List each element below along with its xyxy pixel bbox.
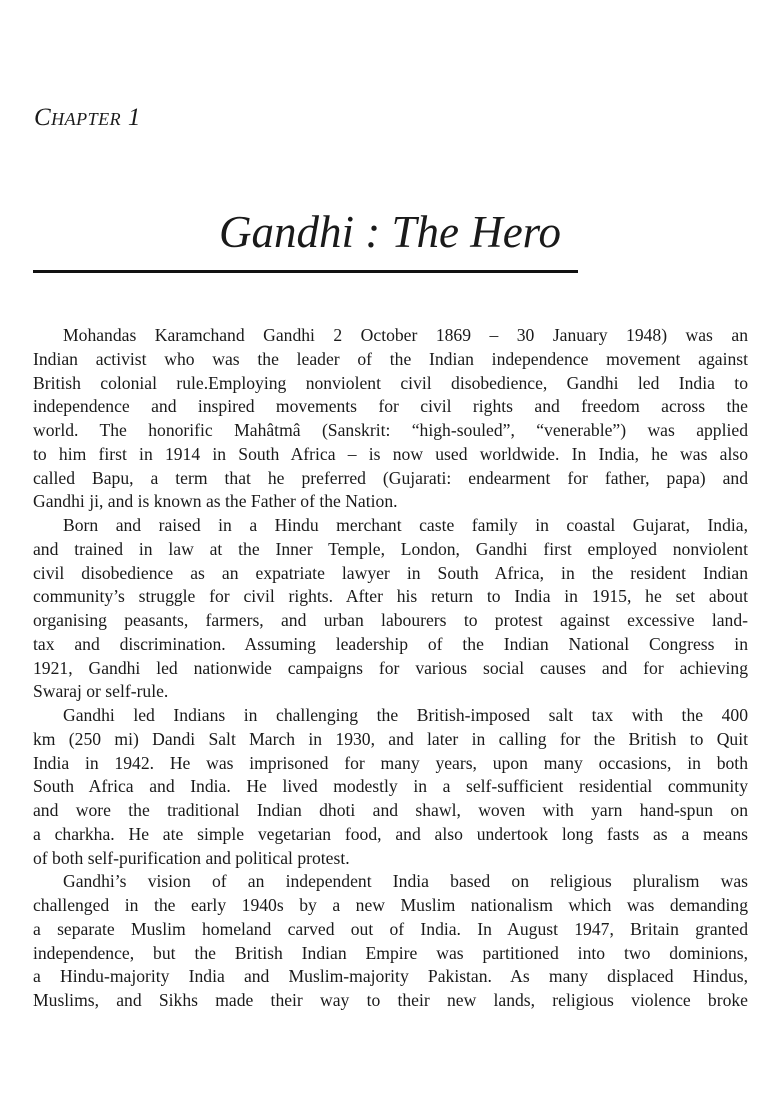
text-line: Gandhi ji, and is known as the Father of the Nation. xyxy=(33,491,398,512)
paragraph xyxy=(33,704,748,870)
text-line: and trained in law at the Inner Temple, London, Gandhi first employed nonviolent xyxy=(33,538,748,559)
text-line: independence, but the British Indian Empire was partitioned into two dominions, xyxy=(33,942,748,963)
body-text xyxy=(33,324,748,1013)
text-line: Indian activist who was the leader of the Indian independence movement against xyxy=(33,348,748,369)
text-line: Swaraj or self-rule. xyxy=(33,681,169,702)
text-line: tax and discrimination. Assuming leadership of the Indian National Congress in xyxy=(33,633,748,654)
paragraph xyxy=(33,324,748,514)
text-line: Muslims, and Sikhs made their way to their new lands, religious violence broke xyxy=(33,990,748,1010)
text-line: Gandhi led Indians in challenging the British-imposed salt tax with the 400 xyxy=(63,705,748,725)
text-line: civil disobedience as an expatriate lawyer in South Africa, in the resident Indian xyxy=(33,562,748,583)
chapter-label: Chapter 1 xyxy=(34,104,141,131)
text-line: Mohandas Karamchand Gandhi 2 October 1869 – 30 January 1948) was an xyxy=(63,325,748,345)
text-line: organising peasants, farmers, and urban labourers to protest against excessive land- xyxy=(33,610,748,630)
text-line: Gandhi’s vision of an independent India based on religious pluralism was xyxy=(63,871,748,892)
text-line: British colonial rule.Employing nonviolent civil disobedience, Gandhi led India to xyxy=(33,372,748,393)
text-line: called Bapu, a term that he preferred (Gujarati: endearment for father, papa) and xyxy=(33,467,748,488)
paragraph xyxy=(33,514,748,704)
text-line: of both self-purification and political protest. xyxy=(33,847,350,868)
text-line: Born and raised in a Hindu merchant caste family in coastal Gujarat, India, xyxy=(63,515,748,535)
title-rule xyxy=(33,270,578,273)
text-line: world. The honorific Mahâtmâ (Sanskrit: “high-souled”, “venerable”) was applied xyxy=(33,420,748,440)
text-line: India in 1942. He was imprisoned for many years, upon many occasions, in both xyxy=(33,752,748,773)
text-line: a Hindu-majority India and Muslim-majority Pakistan. As many displaced Hindus, xyxy=(33,966,748,987)
text-line: 1921, Gandhi led nationwide campaigns for various social causes and for achieving xyxy=(33,657,748,678)
text-line: community’s struggle for civil rights. After his return to India in 1915, he set about xyxy=(33,586,748,607)
text-line: and wore the traditional Indian dhoti and shawl, woven with yarn hand-spun on xyxy=(33,800,748,820)
text-line: a separate Muslim homeland carved out of India. In August 1947, Britain granted xyxy=(33,918,748,939)
text-line: independence and inspired movements for civil rights and freedom across the xyxy=(33,396,748,417)
text-line: challenged in the early 1940s by a new Muslim nationalism which was demanding xyxy=(33,895,748,915)
text-line: South Africa and India. He lived modestly in a self-sufficient residential community xyxy=(33,776,748,797)
chapter-title: Gandhi : The Hero xyxy=(218,207,562,257)
text-line: to him first in 1914 in South Africa – is now used worldwide. In India, he was also xyxy=(33,443,748,464)
text-line: a charkha. He ate simple vegetarian food, and also undertook long fasts as a means xyxy=(33,823,748,844)
paragraph xyxy=(33,870,748,1013)
text-line: km (250 mi) Dandi Salt March in 1930, and later in calling for the British to Quit xyxy=(33,728,748,749)
